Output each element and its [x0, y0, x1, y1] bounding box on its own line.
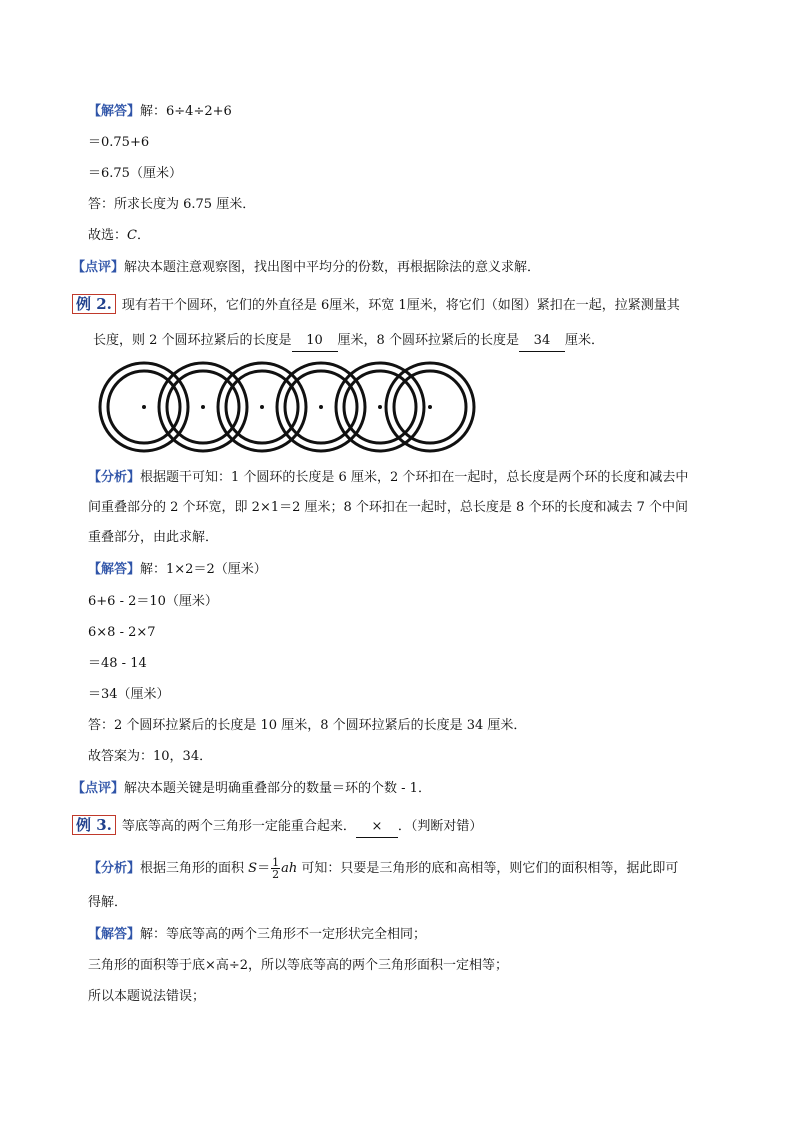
answer-text: 所以本题说法错误；: [88, 989, 206, 1004]
ring-center-dot: [260, 405, 264, 409]
formula-lhs: S: [248, 861, 258, 876]
ring-center-dot: [378, 405, 382, 409]
fraction-numerator: 1: [272, 856, 280, 869]
answer-text: 解：6÷4÷2+6: [140, 104, 232, 119]
answer-tag: 【解答】: [88, 104, 141, 119]
comment-text: 解决本题注意观察图，找出图中平均分的份数，再根据除法的意义求解．: [124, 260, 541, 275]
answer-text: 三角形的面积等于底×高÷2，所以等底等高的两个三角形面积一定相等；: [88, 958, 509, 973]
question-text: 厘米，8 个圆环拉紧后的长度是: [337, 333, 519, 348]
question-text: 长度，则 2 个圆环拉紧后的长度是: [93, 333, 292, 348]
interlocked-rings-figure: [90, 357, 480, 457]
question-suffix: ．（判断对错）: [397, 819, 483, 834]
choice-suffix: ．: [136, 228, 150, 243]
analysis-text: 重叠部分，由此求解．: [88, 530, 219, 545]
comment-tag: 【点评】: [72, 781, 125, 796]
example-2-question-line: [93, 331, 604, 352]
calc-step: 6×8 - 2×7: [88, 625, 156, 640]
analysis-tag: 【分析】: [88, 861, 141, 876]
question-text: 厘米．: [564, 333, 604, 348]
analysis-tag: 【分析】: [88, 470, 141, 485]
calc-step: 6+6 - 2＝10（厘米）: [88, 594, 218, 609]
comment-line: [72, 258, 540, 278]
answer-tag: 【解答】: [88, 562, 141, 577]
ring-center-dot: [428, 405, 432, 409]
example-2-label: 例 2.: [72, 294, 116, 314]
analysis-line: [88, 857, 678, 880]
analysis-text: 根据三角形的面积: [140, 861, 249, 876]
comment-text: 解决本题关键是明确重叠部分的数量＝环的个数 - 1．: [124, 781, 431, 796]
answer-text: 解：等底等高的两个三角形不一定形状完全相同；: [140, 927, 427, 942]
question-text: 现有若干个圆环，它们的外直径是 6厘米，环宽 1厘米，将它们（如图）紧扣在一起，拉紧测量其: [121, 298, 680, 313]
question-text: 等底等高的两个三角形一定能重合起来．: [121, 819, 356, 834]
comment-line: [72, 779, 431, 799]
fraction-one-half: [271, 857, 280, 880]
analysis-text: 间重叠部分的 2 个环宽，即 2×1＝2 厘米；8 个环扣在一起时，总长度是 8 个环的长度和减去 7 个中间: [88, 500, 688, 515]
fraction-denominator: 2: [272, 868, 280, 881]
formula-equals: ＝: [257, 861, 271, 876]
ring-center-dot: [201, 405, 205, 409]
answer-blank: 34: [519, 331, 565, 352]
ring-center-dot: [319, 405, 323, 409]
answer-text: 解：1×2＝2（厘米）: [140, 562, 267, 577]
calc-step: ＝0.75+6: [88, 135, 150, 150]
answer-blank: 10: [292, 331, 338, 352]
answer-line: [88, 560, 267, 580]
ring-center-dot: [142, 405, 146, 409]
analysis-line: [88, 468, 688, 488]
analysis-text: 可知：只要是三角形的底和高相等，则它们的面积相等，据此即可: [297, 861, 679, 876]
answer-line: [88, 102, 232, 122]
answer-blank: ×: [356, 817, 398, 838]
calc-step: ＝6.75（厘米）: [88, 166, 182, 181]
analysis-text: 根据题干可知：1 个圆环的长度是 6 厘米，2 个环扣在一起时，总长度是两个环的长度和减去中: [140, 470, 689, 485]
example-3-question-line: [72, 815, 482, 838]
calc-step: ＝48 - 14: [88, 656, 147, 671]
calc-step: ＝34（厘米）: [88, 687, 170, 702]
comment-tag: 【点评】: [72, 260, 125, 275]
example-2-question-line: [72, 294, 680, 316]
answer-line: [88, 925, 426, 945]
choice-prefix: 故选：: [88, 228, 128, 243]
final-answer: 故答案为：10，34．: [88, 749, 213, 764]
formula-rhs: ah: [281, 861, 298, 876]
answer-tag: 【解答】: [88, 927, 141, 942]
choice-line: [88, 226, 150, 246]
choice-letter: C: [127, 228, 137, 243]
analysis-text: 得解．: [88, 895, 128, 910]
conclusion-text: 答：所求长度为 6.75 厘米．: [88, 197, 256, 212]
conclusion-text: 答：2 个圆环拉紧后的长度是 10 厘米，8 个圆环拉紧后的长度是 34 厘米．: [88, 718, 527, 733]
example-3-label: 例 3.: [72, 815, 116, 835]
